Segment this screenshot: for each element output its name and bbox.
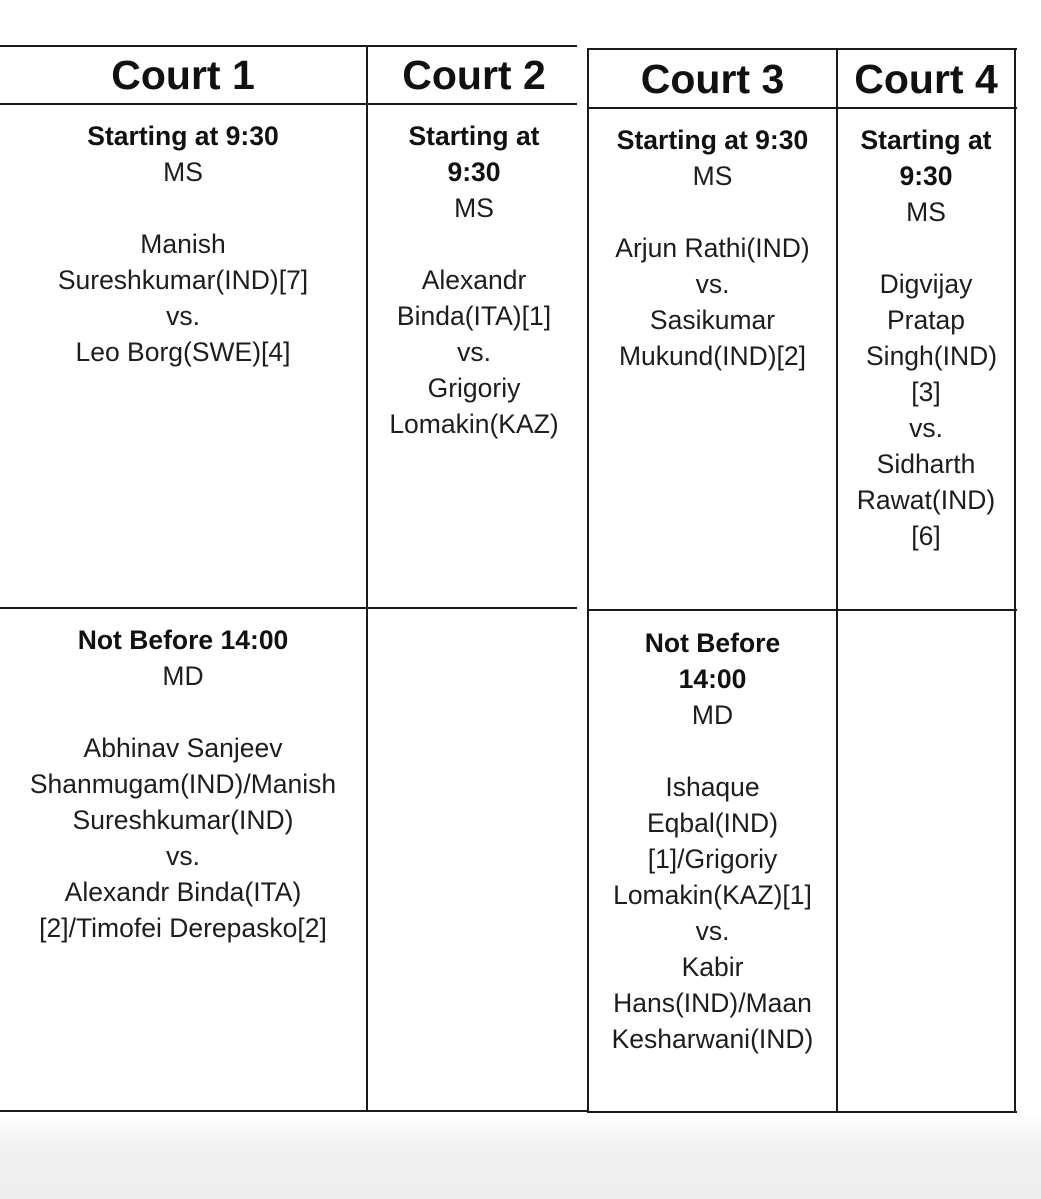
event-code: MS (163, 157, 203, 187)
table-border (0, 1110, 587, 1112)
court-header: Court 4 (854, 56, 998, 102)
start-time: Starting at 9:30 (408, 121, 540, 187)
table-border (587, 107, 1017, 109)
court-header: Court 3 (640, 56, 785, 102)
match-cell (589, 122, 836, 374)
start-time: Starting at 9:30 (87, 121, 279, 151)
event-code: MS (692, 161, 733, 191)
match-cell (0, 118, 366, 370)
event-code: MS (906, 197, 946, 227)
match-cell (838, 122, 1014, 554)
start-time: Not Before 14:00 (644, 628, 781, 694)
match-cell (368, 118, 580, 442)
court-header: Court 2 (402, 52, 546, 98)
player-entry: Kabir Hans(IND)/Maan Kesharwani(IND) (611, 952, 814, 1054)
player-entry: Sidharth Rawat(IND)[6] (856, 449, 996, 551)
player-entry: Manish Sureshkumar(IND)[7] (57, 229, 309, 295)
table-border (587, 48, 1017, 50)
versus-label: vs. (166, 301, 200, 331)
match-cell (0, 622, 366, 946)
table-border (1014, 48, 1016, 1113)
versus-label: vs. (457, 337, 491, 367)
event-code: MD (691, 700, 734, 730)
player-entry: Leo Borg(SWE)[4] (75, 337, 291, 367)
player-entry: Grigoriy Lomakin(KAZ) (389, 373, 559, 439)
versus-label: vs. (909, 413, 943, 443)
start-time: Starting at 9:30 (860, 125, 992, 191)
player-entry: Arjun Rathi(IND) (615, 233, 810, 263)
versus-label: vs. (166, 841, 200, 871)
table-border (0, 607, 577, 609)
player-entry: Sasikumar Mukund(IND)[2] (618, 305, 807, 371)
table-border (587, 609, 1017, 611)
versus-label: vs. (695, 269, 730, 299)
table-border (587, 1111, 1017, 1113)
player-entry: Abhinav Sanjeev Shanmugam(IND)/Manish Sureshkumar(IND) (29, 733, 337, 835)
versus-label: vs. (695, 916, 730, 946)
court-header: Court 1 (111, 52, 255, 98)
start-time: Starting at 9:30 (616, 125, 809, 155)
start-time: Not Before 14:00 (77, 625, 289, 655)
player-entry: Alexandr Binda(ITA)[2]/Timofei Derepasko[2] (39, 877, 327, 943)
match-cell (589, 625, 836, 1057)
table-border (0, 103, 577, 105)
event-code: MD (162, 661, 204, 691)
event-code: MS (454, 193, 494, 223)
player-entry: Ishaque Eqbal(IND)[1]/Grigoriy Lomakin(KAZ)[1] (613, 772, 812, 910)
player-entry: Alexandr Binda(ITA)[1] (396, 265, 552, 331)
player-entry: Digvijay Pratap Singh(IND)[3] (866, 269, 998, 407)
